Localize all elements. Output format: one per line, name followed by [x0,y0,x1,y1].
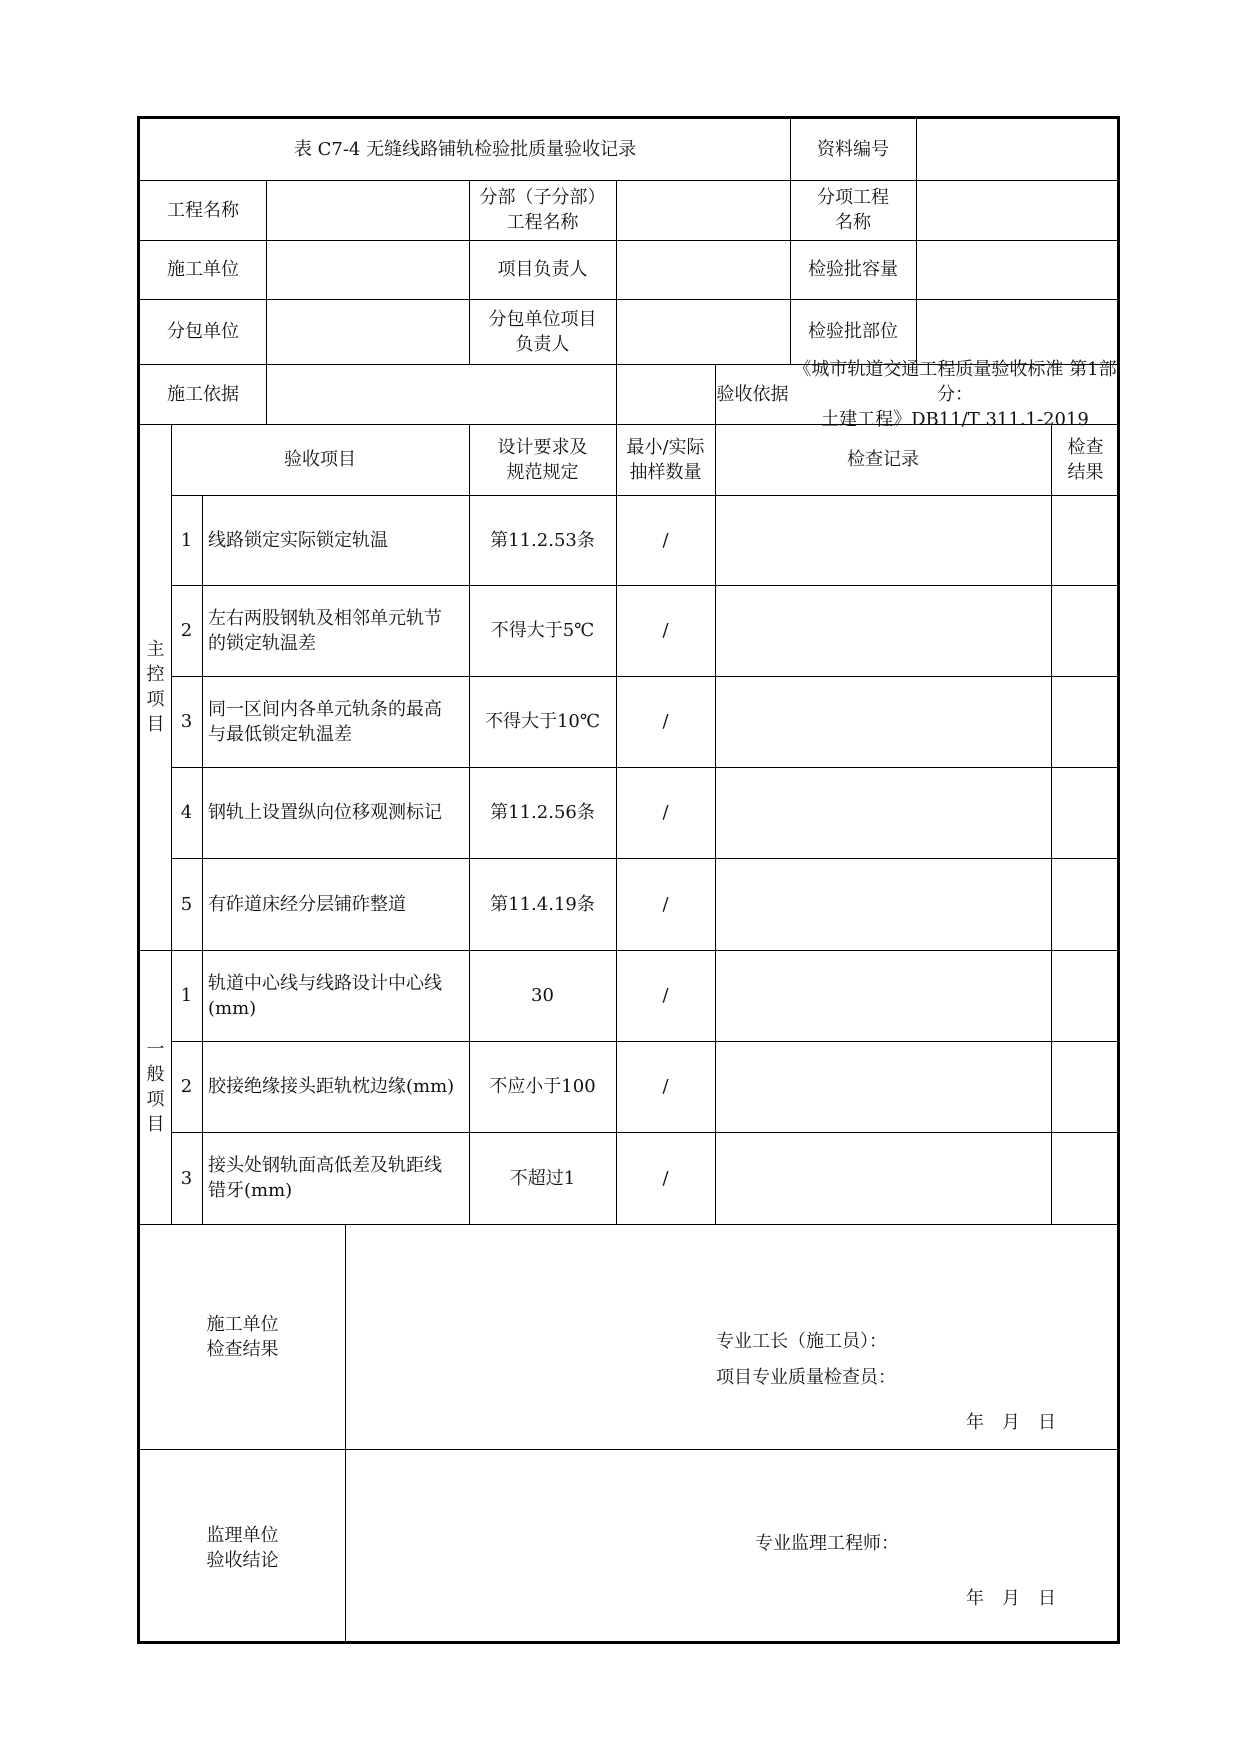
contractor-label: 施工单位 [167,259,239,280]
supervisor-conclusion-label: 监理单位 验收结论 [206,1525,279,1571]
general-item-no: 2 [180,1076,193,1097]
main-control-group-text: 主控项目 [146,639,165,735]
general-item-design: 30 [531,985,554,1006]
main-item-design: 第11.2.53条 [490,529,595,551]
main-item-record[interactable] [715,767,1051,858]
general-item-no: 3 [180,1167,193,1189]
col-header-record: 检查记录 [847,449,919,470]
general-item-name: 接头处钢轨面高低差及轨距线 错牙(mm) [208,1155,442,1201]
main-item-record[interactable] [715,585,1051,676]
main-item-name: 同一区间内各单元轨条的最高 与最低锁定轨温差 [208,698,442,745]
main-control-group-label [140,424,171,950]
main-item-result[interactable] [1051,676,1120,767]
main-item-no: 2 [180,620,193,641]
main-item-design: 不得大于10℃ [484,711,601,732]
acceptance-basis-label: 验收依据 [716,383,789,405]
general-item-sample[interactable]: / [662,1167,669,1189]
subdivision-label: 分部（子分部） 工程名称 [479,187,606,233]
main-item-no: 1 [180,529,193,551]
project-name-field[interactable] [266,180,469,240]
doc-no-label: 资料编号 [817,139,889,160]
subcontractor-field[interactable] [266,299,469,364]
construction-basis-field[interactable] [266,364,715,424]
contractor-field[interactable] [266,240,469,299]
project-manager-label: 项目负责人 [497,259,588,280]
general-item-result[interactable] [1051,950,1120,1041]
main-item-name: 有砟道床经分层铺砟整道 [208,893,406,915]
sub-item-field[interactable] [916,180,1120,240]
general-item-no: 1 [180,985,193,1006]
general-item-record[interactable] [715,1041,1051,1132]
col-header-design: 设计要求及 规范规定 [497,436,588,483]
general-item-design: 不应小于100 [489,1076,596,1097]
project-manager-field[interactable] [616,240,790,299]
main-item-design: 不得大于5℃ [490,620,595,641]
construction-basis-label: 施工依据 [167,383,239,405]
general-item-record[interactable] [715,950,1051,1041]
quality-inspector-signature-label: 项目专业质量检查员： [716,1367,896,1388]
acceptance-basis-value: 《城市轨道交通工程质量验收标准 第1部分： 土建工程》DB11/T 311.1-2019 [793,358,1117,430]
doc-no-field[interactable] [916,119,1120,180]
main-item-result[interactable] [1051,858,1120,950]
sub-item-label: 分项工程 名称 [817,187,889,233]
main-item-result[interactable] [1051,767,1120,858]
main-item-sample[interactable]: / [662,893,669,915]
main-item-sample[interactable]: / [662,711,669,732]
main-item-name: 钢轨上设置纵向位移观测标记 [208,802,442,823]
subcontractor-label: 分包单位 [167,321,239,342]
batch-capacity-field[interactable] [916,240,1120,299]
main-item-name: 线路锁定实际锁定轨温 [208,529,388,551]
general-item-design: 不超过1 [509,1167,576,1189]
inspection-record-form [137,116,1120,1644]
batch-capacity-label: 检验批容量 [808,259,898,280]
subdivision-field[interactable] [616,180,790,240]
main-item-result[interactable] [1051,585,1120,676]
sub-pm-label: 分包单位项目 负责人 [488,308,597,355]
batch-location-label: 检验批部位 [808,321,898,342]
foreman-signature-label: 专业工长（施工员）： [716,1331,887,1352]
col-header-result: 检查 结果 [1067,436,1104,483]
general-item-name: 轨道中心线与线路设计中心线 (mm) [208,972,442,1019]
supervising-engineer-signature-label: 专业监理工程师： [755,1533,899,1554]
project-name-label: 工程名称 [167,199,239,221]
general-item-sample[interactable]: / [662,985,669,1006]
main-item-name: 左右两股钢轨及相邻单元轨节 的锁定轨温差 [208,607,442,654]
main-item-record[interactable] [715,858,1051,950]
main-item-design: 第11.2.56条 [490,802,595,823]
main-item-sample[interactable]: / [662,529,669,551]
contractor-date-label: 年 月 日 [966,1412,1056,1433]
general-item-record[interactable] [715,1132,1051,1224]
supervisor-date-label: 年 月 日 [966,1588,1056,1609]
sub-pm-field[interactable] [616,299,790,364]
main-item-no: 4 [180,802,193,823]
main-item-design: 第11.4.19条 [490,893,595,915]
general-item-result[interactable] [1051,1132,1120,1224]
batch-location-field[interactable] [916,299,1120,364]
main-item-record[interactable] [715,495,1051,585]
form-title: 表 C7-4 无缝线路铺轨检验批质量验收记录 [293,139,637,160]
general-group-text: 一般项目 [146,1039,165,1135]
main-item-no: 5 [180,893,193,915]
col-header-item: 验收项目 [284,449,356,470]
col-header-sample: 最小/实际 抽样数量 [626,436,705,483]
main-item-sample[interactable]: / [662,620,669,641]
contractor-check-label: 施工单位 检查结果 [206,1313,279,1360]
general-item-sample[interactable]: / [662,1076,669,1097]
main-item-no: 3 [180,711,193,732]
main-item-record[interactable] [715,676,1051,767]
main-item-sample[interactable]: / [662,802,669,823]
general-group-label [140,950,171,1224]
general-item-name: 胶接绝缘接头距轨枕边缘(mm) [208,1076,455,1097]
main-item-result[interactable] [1051,495,1120,585]
general-item-result[interactable] [1051,1041,1120,1132]
